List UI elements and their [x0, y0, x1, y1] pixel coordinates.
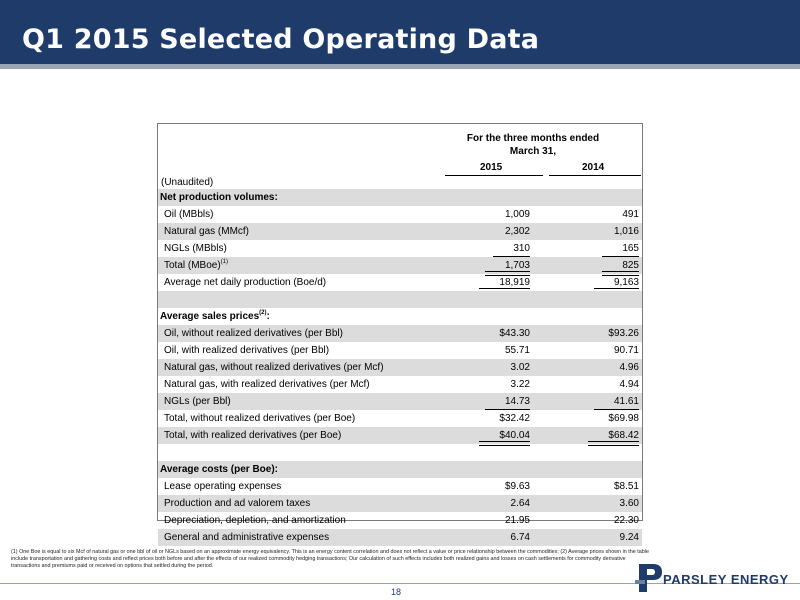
section-header-row: [158, 189, 642, 206]
value-2014: 165: [622, 240, 639, 257]
row-label: Average sales prices: [160, 311, 260, 322]
table-row: [158, 240, 642, 257]
table-row: [158, 478, 642, 495]
value-2014: $93.26: [608, 328, 639, 339]
row-label: NGLs (per Bbl): [164, 396, 231, 407]
table-row: [158, 342, 642, 359]
page-number: 18: [391, 587, 402, 597]
row-label: Average net daily production (Boe/d): [164, 277, 327, 288]
row-label: Oil, without realized derivatives (per Bbl): [164, 328, 343, 339]
value-2015: 55.71: [504, 345, 530, 356]
logo-mark-icon: [635, 560, 665, 594]
value-2014: $69.98: [608, 413, 639, 424]
value-2015: 310: [513, 240, 530, 257]
value-2015: $32.42: [499, 413, 530, 424]
value-2015: $43.30: [499, 328, 530, 339]
value-2015: 3.02: [510, 362, 530, 373]
spacer-row: [158, 444, 642, 461]
value-2014: 9,163: [614, 274, 639, 291]
value-2015: 14.73: [505, 393, 530, 410]
section-header-row: [158, 461, 642, 478]
value-2014: 491: [622, 209, 639, 220]
table-row: [158, 274, 642, 291]
column-header-2015: 2015: [480, 162, 503, 173]
row-label: Lease operating expenses: [164, 481, 282, 492]
row-label: Production and ad valorem taxes: [164, 498, 311, 509]
column-underline-2014: [549, 175, 641, 176]
table-row: [158, 529, 642, 546]
table-row: [158, 359, 642, 376]
table-row: [158, 495, 642, 512]
row-label: Oil, with realized derivatives (per Bbl): [164, 345, 330, 356]
table-row: [158, 325, 642, 342]
row-label: Total (MBoe): [164, 260, 221, 271]
value-2014: 4.96: [619, 362, 639, 373]
value-2014: 825: [622, 257, 639, 274]
table-row: [158, 410, 642, 427]
value-2015: $9.63: [504, 481, 530, 492]
company-logo: [635, 560, 800, 596]
table-row: [158, 393, 642, 410]
title-bar: [0, 0, 800, 64]
table-header: [158, 124, 642, 188]
row-label: NGLs (MBbls): [164, 243, 227, 254]
value-2014: 41.61: [614, 393, 639, 410]
table-row: [158, 427, 642, 444]
value-2015: 3.22: [510, 379, 530, 390]
value-2015: 2.64: [510, 498, 530, 509]
table-row: [158, 376, 642, 393]
value-2014: 90.71: [613, 345, 639, 356]
value-2015: 21.95: [504, 515, 530, 526]
row-label: Depreciation, depletion, and amortization: [164, 515, 346, 526]
value-2015: 1,009: [504, 209, 530, 220]
value-2014: 9.24: [619, 532, 639, 543]
value-2014: 1,016: [613, 226, 639, 237]
row-label-suffix: :: [266, 311, 270, 322]
column-header-2014: 2014: [582, 162, 605, 173]
value-2014: 22.30: [613, 515, 639, 526]
spacer-row: [158, 291, 642, 308]
value-2014: 4.94: [619, 379, 639, 390]
footnote-marker: (2): [259, 310, 267, 316]
table-row: [158, 206, 642, 223]
column-underline-2015: [445, 175, 543, 176]
row-label: Oil (MBbls): [164, 209, 214, 220]
row-label: Natural gas, without realized derivatives (per Mcf): [164, 362, 384, 373]
row-label: Natural gas (MMcf): [164, 226, 250, 237]
operating-data-table: [157, 123, 643, 543]
table-row: [158, 223, 642, 240]
row-label: Total, without realized derivatives (per Boe): [164, 413, 356, 424]
table-row: [158, 257, 642, 274]
row-label: Natural gas, with realized derivatives (per Mcf): [164, 379, 370, 390]
value-2015: 1,703: [505, 257, 530, 274]
logo-text: PARSLEY ENERGY: [663, 572, 789, 587]
title-rule: [0, 64, 800, 69]
row-label: Net production volumes:: [160, 192, 278, 203]
value-2014: $68.42: [608, 427, 639, 444]
row-label: General and administrative expenses: [164, 532, 330, 543]
row-label-group: [164, 257, 228, 274]
row-label-group: [160, 308, 270, 325]
unaudited-label: (Unaudited): [161, 177, 214, 188]
slide-title: Q1 2015 Selected Operating Data: [22, 24, 540, 55]
row-label: Average costs (per Boe):: [160, 464, 278, 475]
footnote-marker: (1): [220, 259, 229, 265]
period-label: For the three months ended March 31,: [466, 133, 600, 157]
value-2015: 6.74: [510, 532, 530, 543]
value-2014: 3.60: [619, 498, 639, 509]
footnote: (1) One Boe is equal to six Mcf of natural gas or one bbl of oil or NGLs based on an approximate energy equivalency. This is an energy content correlation and does not reflect a value or price relationship between the commodities; (2) Average prices shown in the table include transportation and gathering costs and reflect prices both before and after the effects of our realized commodity hedging transactions; Our calculation of such effects includes both realized gains and losses on cash settlements for commodity derivative transactions and premiums paid or received on options that settled during the period.: [11, 549, 649, 569]
value-2015: $40.04: [499, 427, 530, 444]
section-header-row: [158, 308, 642, 325]
table-rows: [158, 189, 642, 546]
row-label: Total, with realized derivatives (per Boe): [164, 430, 342, 441]
value-2015: 18,919: [499, 274, 530, 291]
value-2014: $8.51: [613, 481, 639, 492]
table-row: [158, 512, 642, 529]
value-2015: 2,302: [504, 226, 530, 237]
